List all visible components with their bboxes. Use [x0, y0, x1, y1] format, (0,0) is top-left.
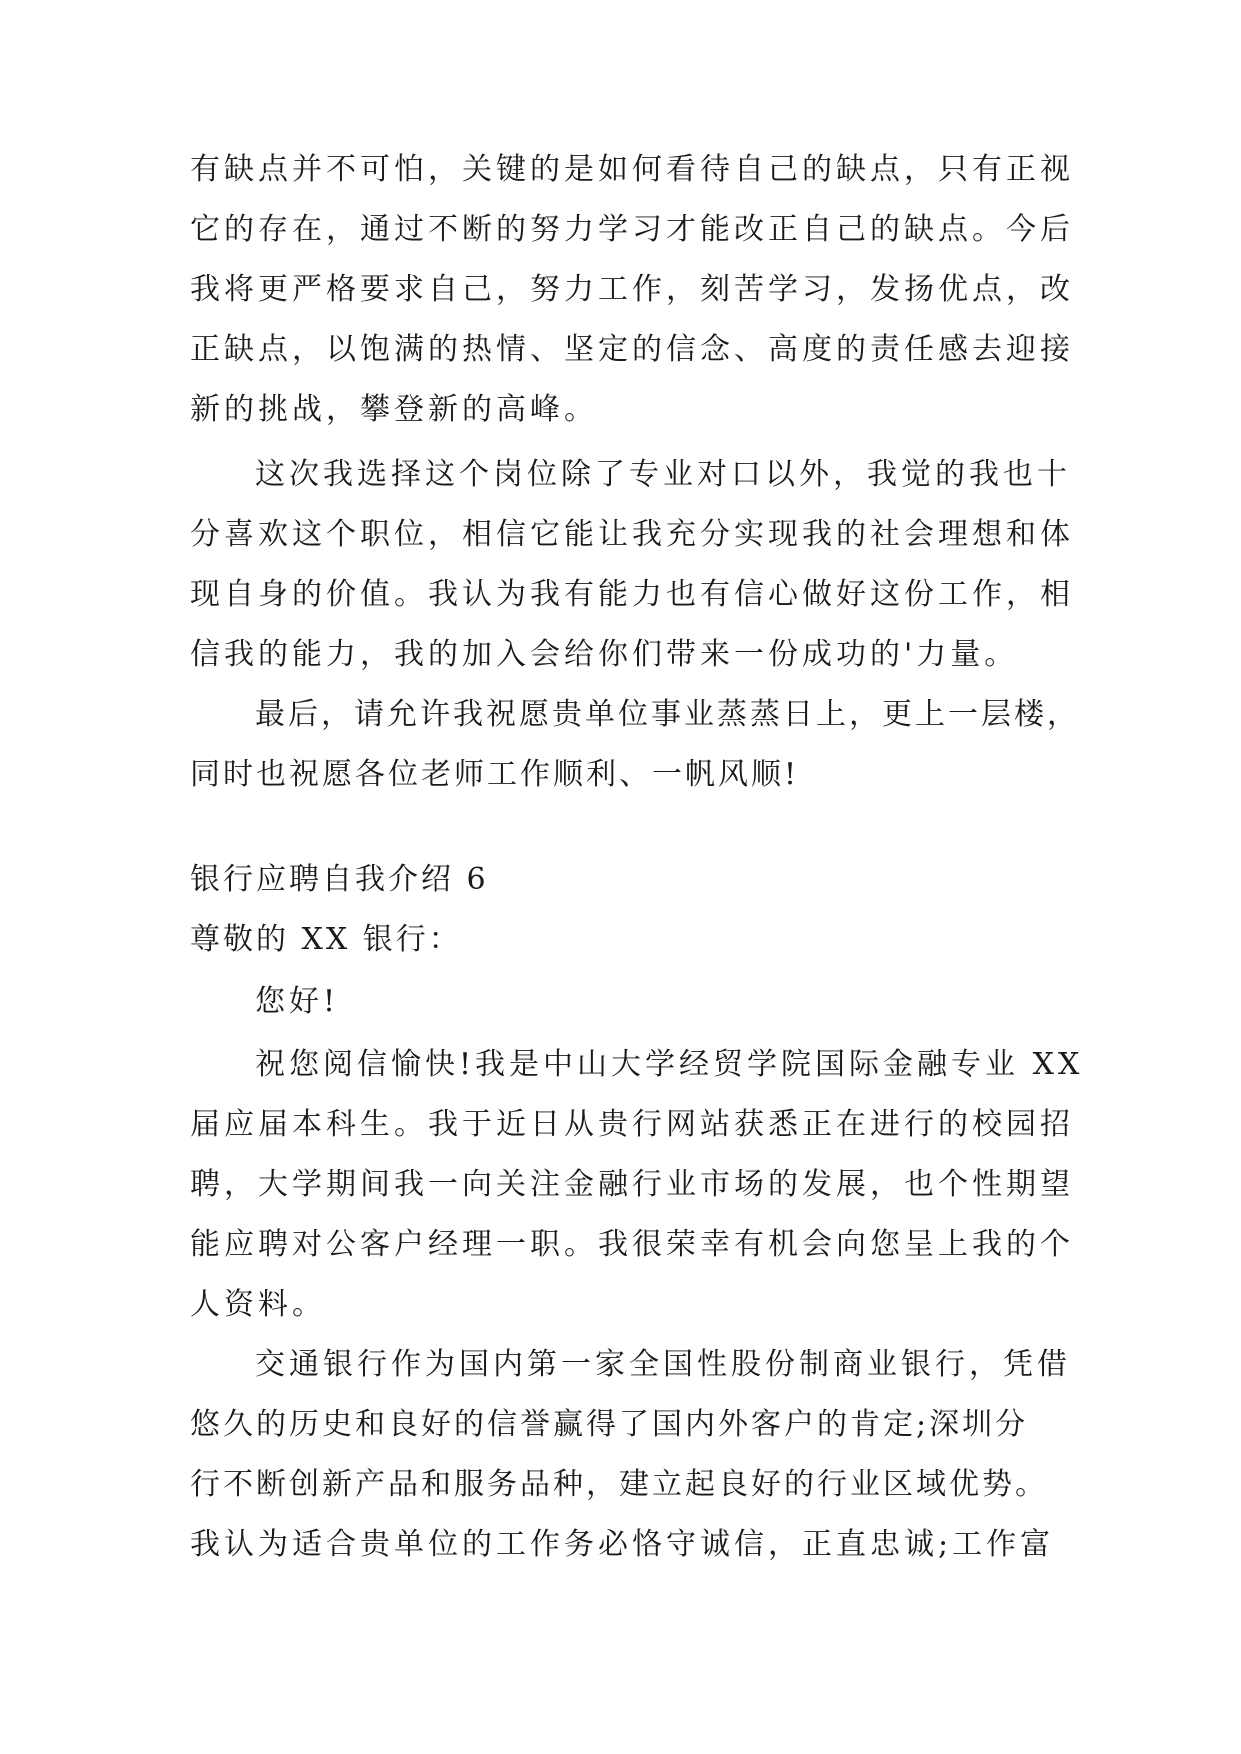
paragraph-line: 有缺点并不可怕，关键的是如何看待自己的缺点，只有正视	[190, 152, 1074, 187]
paragraph-line: 信我的能力，我的加入会给你们带来一份成功的'力量。	[190, 637, 1019, 672]
salutation: 尊敬的 XX 银行：	[190, 922, 462, 957]
paragraph-line: 正缺点，以饱满的热情、坚定的信念、高度的责任感去迎接	[190, 332, 1074, 367]
paragraph-line: 届应届本科生。我于近日从贵行网站获悉正在进行的校园招	[190, 1107, 1074, 1142]
paragraph-line: 同时也祝愿各位老师工作顺利、一帆风顺!	[190, 757, 800, 792]
paragraph-line: 它的存在，通过不断的努力学习才能改正自己的缺点。今后	[190, 212, 1074, 247]
paragraph-line: 最后，请允许我祝愿贵单位事业蒸蒸日上，更上一层楼，	[255, 697, 1080, 732]
section-title: 银行应聘自我介绍 6	[190, 862, 489, 897]
paragraph-line: 我认为适合贵单位的工作务必恪守诚信，正直忠诚;工作富	[190, 1527, 1055, 1562]
paragraph-line: 现自身的价值。我认为我有能力也有信心做好这份工作，相	[190, 577, 1074, 612]
paragraph-line: 交通银行作为国内第一家全国性股份制商业银行，凭借	[255, 1347, 1071, 1382]
paragraph-line: 分喜欢这个职位，相信它能让我充分实现我的社会理想和体	[190, 517, 1074, 552]
paragraph-line: 行不断创新产品和服务品种，建立起良好的行业区域优势。	[190, 1467, 1048, 1502]
paragraph-line: 祝您阅信愉快!我是中山大学经贸学院国际金融专业 XX	[255, 1047, 1084, 1082]
paragraph-line: 人资料。	[190, 1287, 326, 1322]
paragraph-line: 能应聘对公客户经理一职。我很荣幸有机会向您呈上我的个	[190, 1227, 1074, 1262]
paragraph-line: 这次我选择这个岗位除了专业对口以外，我觉的我也十	[255, 457, 1071, 492]
paragraph-line: 我将更严格要求自己，努力工作，刻苦学习，发扬优点，改	[190, 272, 1074, 307]
paragraph-line: 悠久的历史和良好的信誉赢得了国内外客户的肯定;深圳分	[190, 1407, 1029, 1442]
paragraph-line: 新的挑战，攀登新的高峰。	[190, 392, 598, 427]
paragraph-line: 聘，大学期间我一向关注金融行业市场的发展，也个性期望	[190, 1167, 1074, 1202]
greeting: 您好!	[255, 984, 340, 1019]
